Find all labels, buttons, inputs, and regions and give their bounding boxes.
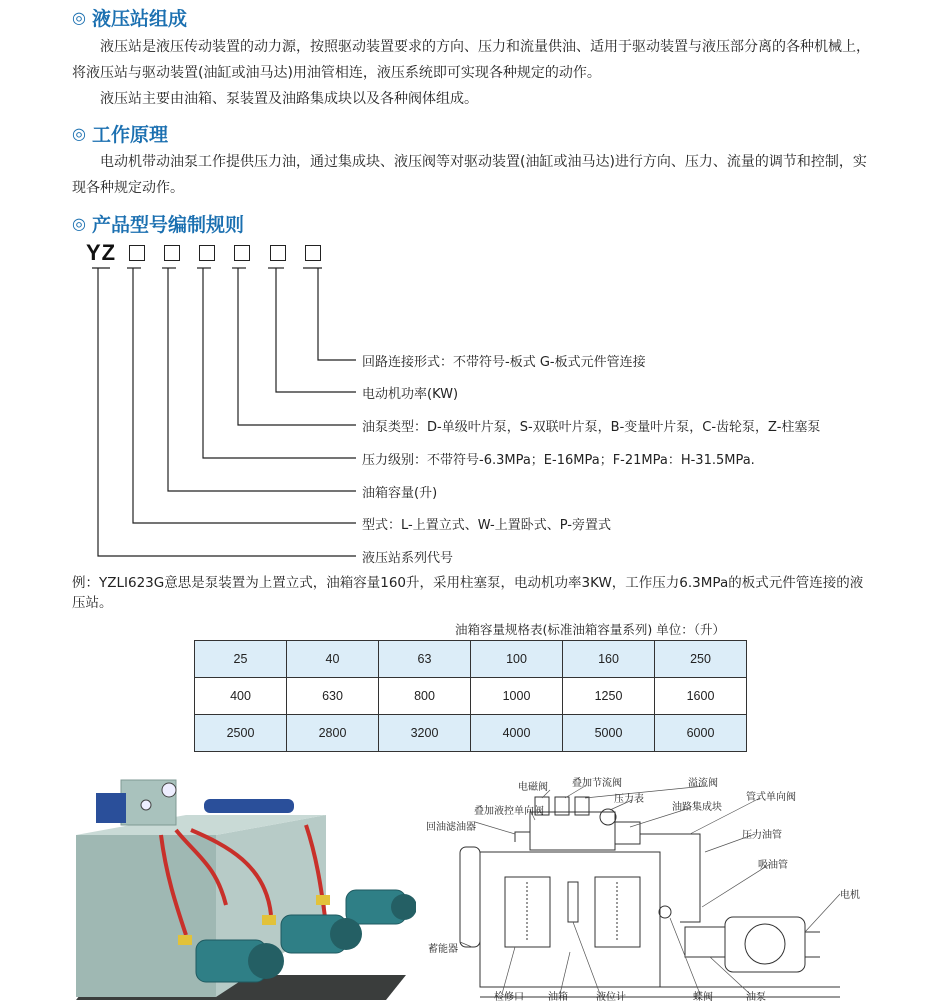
label-butterfly-valve: 蝶阀 (693, 992, 713, 1003)
double-circle-icon: ◎ (72, 8, 86, 27)
table-row (195, 641, 747, 678)
code-desc-motor-power: 电动机功率(KW) (362, 387, 459, 402)
double-circle-icon: ◎ (72, 124, 86, 143)
code-desc-type: 型式：L-上置立式、W-上置卧式、P-旁置式 (362, 518, 611, 533)
label-return-filter: 回油滤油器 (426, 822, 476, 833)
code-desc-pressure: 压力级别：不带符号-6.3MPa；E-16MPa；F-21MPa：H-31.5MPa. (362, 453, 755, 468)
label-inspection-port: 检修口 (494, 992, 524, 1003)
label-oil-tank: 油箱 (548, 992, 568, 1003)
table-cell: 400 (195, 678, 287, 715)
table-cell: 2800 (287, 715, 379, 752)
table-cell: 2500 (195, 715, 287, 752)
paragraph: 液压站是液压传动装置的动力源，按照驱动装置要求的方向、压力和流量供油、适用于驱动装置与液压部分离的各种机械上，将液压站与驱动装置(油缸或油马达)用油管相连，液压系统即可实现各种规定的动作。 (72, 39, 870, 81)
table-cell: 1600 (655, 678, 747, 715)
section-title: 液压站组成 (91, 8, 187, 30)
table-cell: 800 (379, 678, 471, 715)
table-cell: 1250 (563, 678, 655, 715)
double-circle-icon: ◎ (72, 214, 86, 233)
label-manifold-block: 油路集成块 (672, 802, 722, 813)
table-cell: 4000 (471, 715, 563, 752)
table-cell: 100 (471, 641, 563, 678)
example-text: 例：YZLI623G意思是泵装置为上置立式，油箱容量160升，采用柱塞泵，电动机功率3KW，工作压力6.3MPa的板式元件管连接的液压站。 (72, 575, 864, 611)
code-desc-tank-capacity: 油箱容量(升) (362, 486, 438, 501)
label-level-gauge: 液位计 (596, 992, 626, 1003)
label-stacked-pilot-check: 叠加液控单向阀 (474, 806, 544, 817)
label-pipe-check-valve: 管式单向阀 (746, 792, 796, 803)
table-cell: 63 (379, 641, 471, 678)
paragraph: 电动机带动油泵工作提供压力油，通过集成块、液压阀等对驱动装置(油缸或油马达)进行方向、压力、流量的调节和控制，实现各种规定动作。 (72, 154, 867, 196)
label-motor: 电机 (840, 890, 860, 901)
label-oil-pump: 油泵 (746, 992, 766, 1003)
table-cell: 250 (655, 641, 747, 678)
table-cell: 630 (287, 678, 379, 715)
label-relief-valve: 溢流阀 (688, 778, 718, 789)
code-desc-connection: 回路连接形式：不带符号-板式 G-板式元件管连接 (362, 355, 646, 370)
table-cell: 5000 (563, 715, 655, 752)
code-desc-pump-type: 油泵类型：D-单级叶片泵，S-双联叶片泵，B-变量叶片泵，C-齿轮泵，Z-柱塞泵 (362, 420, 821, 435)
table-title: 油箱容量规格表(标准油箱容量系列) 单位：（升） (455, 622, 725, 637)
code-desc-series: 液压站系列代号 (362, 551, 454, 566)
paragraph: 液压站主要由油箱、泵装置及油路集成块以及各种阀体组成。 (100, 91, 478, 107)
section-title: 产品型号编制规则 (91, 214, 244, 236)
label-accumulator: 蓄能器 (428, 944, 458, 955)
label-solenoid-valve: 电磁阀 (518, 782, 548, 793)
label-pressure-pipe: 压力油管 (742, 830, 782, 841)
table-cell: 1000 (471, 678, 563, 715)
section-title: 工作原理 (91, 124, 168, 146)
label-pressure-gauge: 压力表 (614, 794, 644, 805)
label-stacked-throttle: 叠加节流阀 (572, 778, 622, 789)
table-cell: 3200 (379, 715, 471, 752)
table-cell: 6000 (655, 715, 747, 752)
table-row (195, 678, 747, 715)
model-prefix: YZ (86, 240, 117, 265)
hydraulic-station-photo (66, 775, 416, 1004)
label-suction-pipe: 吸油管 (758, 860, 788, 871)
table-cell: 25 (195, 641, 287, 678)
table-row (195, 715, 747, 752)
table-cell: 40 (287, 641, 379, 678)
capacity-table (194, 640, 747, 752)
table-cell: 160 (563, 641, 655, 678)
